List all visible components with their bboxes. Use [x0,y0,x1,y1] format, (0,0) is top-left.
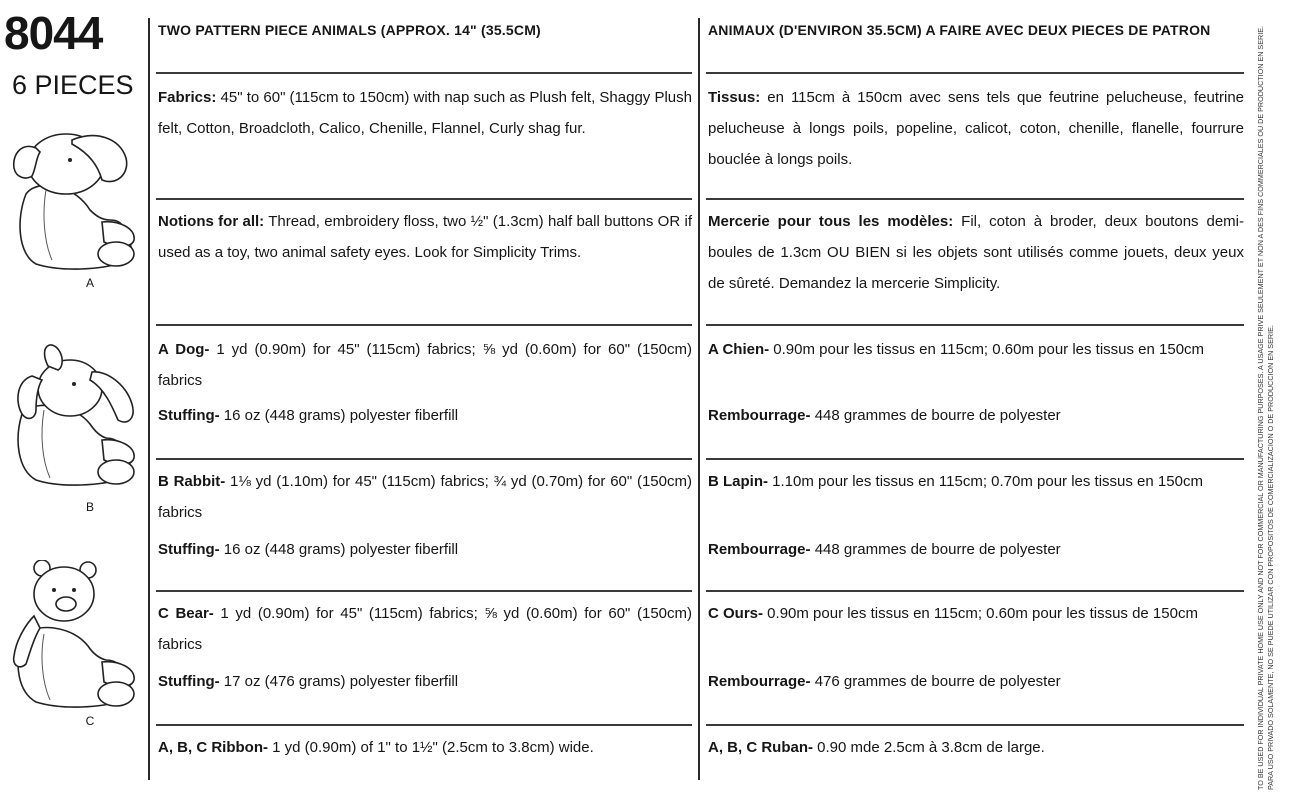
rabbit-stuffing-text-en: 16 oz (448 grams) polyester fiberfill [219,541,459,558]
bear-label-fr: C Ours- [708,605,764,622]
rule [156,72,692,74]
dog-stuffing-en [158,400,692,431]
french-title: ANIMAUX (D'ENVIRON 35.5CM) A FAIRE AVEC DEUX PIECES DE PATRON [708,22,1211,38]
fabrics-section-en [158,82,692,144]
dog-sketch [6,124,138,274]
rule [706,324,1244,326]
dog-stuffing-label-fr: Rembourrage- [708,407,811,424]
dog-section-fr [708,334,1244,365]
bear-section-en [158,598,692,660]
divider-left [148,18,150,780]
rabbit-text-en: 1⅛ yd (1.10m) for 45" (115cm) fabrics; ¾ yd (0.70m) for 60" (150cm) fabrics [158,473,692,521]
rabbit-sketch [8,340,138,490]
dog-label-en: A Dog- [158,341,210,358]
rule [706,458,1244,460]
notions-label-fr: Mercerie pour tous les modèles: [708,213,954,230]
dog-stuffing-text-en: 16 oz (448 grams) polyester fiberfill [219,407,459,424]
rabbit-section-fr [708,466,1244,497]
dog-stuffing-text-fr: 448 grammes de bourre de polyester [810,407,1061,424]
rule [706,724,1244,726]
dog-label-fr: A Chien- [708,341,770,358]
english-title: TWO PATTERN PIECE ANIMALS (APPROX. 14" (35.5CM) [158,22,541,38]
notions-text-fr: Fil, coton à broder, deux boutons demi-boules de 1.3cm OU BIEN si les objets sont utilisés comme jouets, deux yeux de sûreté. Demandez la mercerie Simplicity. [708,213,1244,292]
rabbit-section-en [158,466,692,528]
fabrics-section-fr [708,82,1244,175]
bear-section-fr [708,598,1244,629]
rabbit-text-fr: 1.10m pour les tissus en 115cm; 0.70m pour les tissus en 150cm [768,473,1203,490]
bear-stuffing-label-en: Stuffing- [158,673,220,690]
rule [706,72,1244,74]
rabbit-stuffing-text-fr: 448 grammes de bourre de polyester [810,541,1061,558]
rule [706,590,1244,592]
dog-text-en: 1 yd (0.90m) for 45" (115cm) fabrics; ⅝ yd (0.60m) for 60" (150cm) fabrics [158,341,692,389]
fabrics-text-en: 45" to 60" (115cm to 150cm) with nap such as Plush felt, Shaggy Plush felt, Cotton, Broadcloth, Calico, Chenille, Flannel, Curly shag fur. [158,89,692,137]
rabbit-label-fr: B Lapin- [708,473,768,490]
rule [156,590,692,592]
rabbit-stuffing-label-fr: Rembourrage- [708,541,811,558]
pieces-count: 6 PIECES [12,70,134,100]
figure-label-b: B [85,500,94,514]
figure-label-a: A [85,276,94,290]
dog-stuffing-fr [708,400,1244,431]
ribbon-text-fr: 0.90 mde 2.5cm à 3.8cm de large. [813,739,1045,756]
divider-middle [698,18,700,780]
rabbit-stuffing-label-en: Stuffing- [158,541,220,558]
dog-text-fr: 0.90m pour les tissus en 115cm; 0.60m pour les tissus en 150cm [769,341,1205,358]
rabbit-stuffing-fr [708,534,1244,565]
bear-sketch [10,560,138,710]
fabrics-label-fr: Tissus: [708,89,761,106]
ribbon-label-en: A, B, C Ribbon- [158,739,268,756]
dog-stuffing-label-en: Stuffing- [158,407,220,424]
rule [156,458,692,460]
bear-label-en: C Bear- [158,605,214,622]
ribbon-label-fr: A, B, C Ruban- [708,739,813,756]
bear-text-en: 1 yd (0.90m) for 45" (115cm) fabrics; ⅝ yd (0.60m) for 60" (150cm) fabrics [158,605,692,653]
notions-label-en: Notions for all: [158,213,265,230]
rule [706,198,1244,200]
bear-stuffing-en [158,666,692,697]
notions-section-en [158,206,692,268]
ribbon-section-en [158,732,692,763]
bear-stuffing-label-fr: Rembourrage- [708,673,811,690]
fabrics-text-fr: en 115cm à 150cm avec sens tels que feutrine pelucheuse, feutrine pelucheuse à longs poils, popeline, calicot, coton, chenille, flanelle, fourrure bouclée à longs poils. [708,89,1244,168]
notions-text-en: Thread, embroidery floss, two ½" (1.3cm) half ball buttons OR if used as a toy, two animal safety eyes. Look for Simplicity Trims. [158,213,692,261]
pattern-number: 8044 [4,7,103,59]
notions-section-fr [708,206,1244,299]
bear-text-fr: 0.90m pour les tissus en 115cm; 0.60m pour les tissus de 150cm [763,605,1198,622]
side-legal-notice: TO BE USED FOR INDIVIDUAL PRIVATE HOME USE ONLY AND NOT FOR COMMERCIAL OR MANUFACTURING PURPOSES. A USAGE PRIVE SEULEMENT ET NON A DES FINS COMMERCIALES OU DE PRODUCTION EN SERIE. PARA USO PRIVADO SOLAMENTE, NO SE PUEDE UTILIZAR CON PROPOSITOS DE COMERCIALIZACION O DE PRODUCCION EN SERIE. [1256,26,1275,790]
bear-stuffing-fr [708,666,1244,697]
fabrics-label-en: Fabrics: [158,89,217,106]
rule [156,724,692,726]
rule [156,198,692,200]
bear-stuffing-text-en: 17 oz (476 grams) polyester fiberfill [219,673,459,690]
rule [156,324,692,326]
figure-label-c: C [85,714,95,728]
dog-section-en [158,334,692,396]
ribbon-text-en: 1 yd (0.90m) of 1" to 1½" (2.5cm to 3.8cm) wide. [267,739,594,756]
ribbon-section-fr [708,732,1244,763]
rabbit-stuffing-en [158,534,692,565]
bear-stuffing-text-fr: 476 grammes de bourre de polyester [810,673,1061,690]
rabbit-label-en: B Rabbit- [158,473,226,490]
